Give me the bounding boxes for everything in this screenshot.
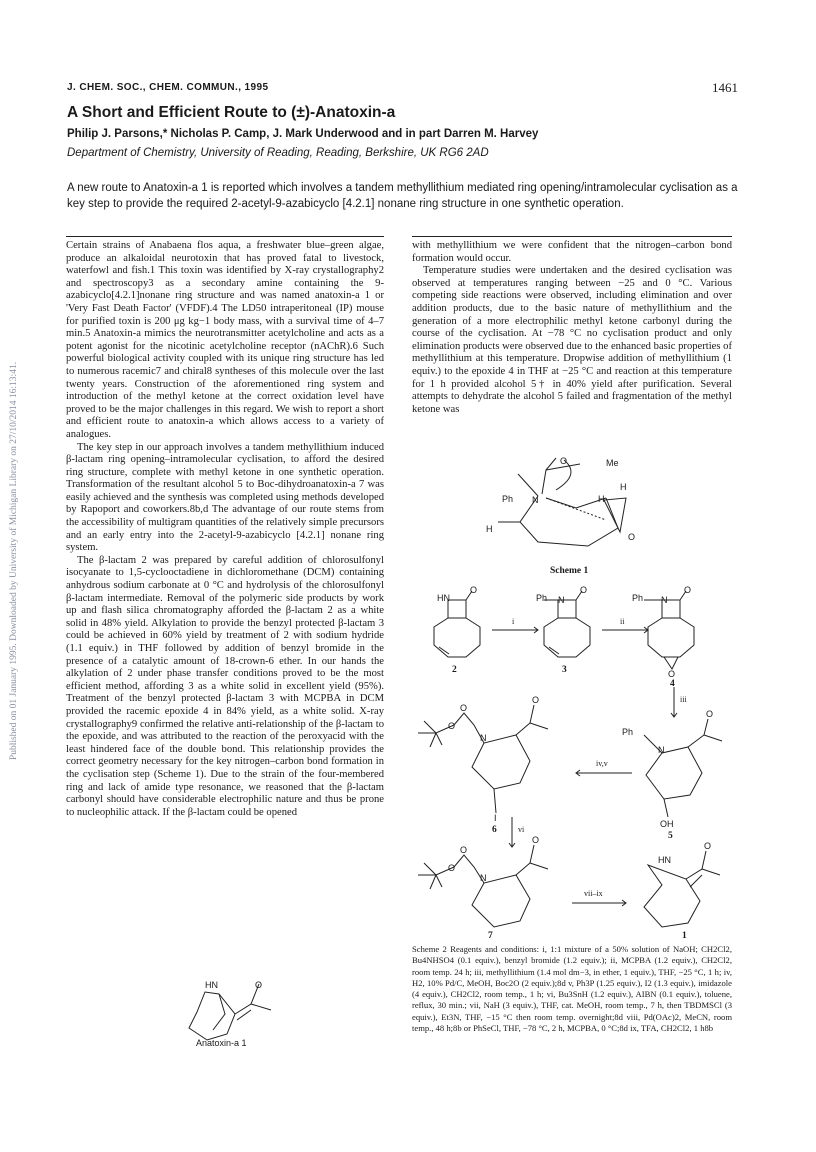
c5-number: 5 — [668, 831, 673, 841]
c5-ph: Ph — [622, 727, 634, 737]
body-paragraph: Temperature studies were undertaken and the desired cyclisation was observed at temperatures ranging between −25 and 0 °C. Various competing side reactions were observed, including elimination and over addition products, due to the basic nature of methyllithium and the generation of a more electrophilic methyl ketone carbonyl during the course of the cyclisation. At −78 °C no cyclisation product and only elimination products were observed due to the enhanced basic properties of methyllithium at this temperature. Dropwise addition of methyllithium (1 equiv.) to the epoxide 4 in THF at −25 °C and reaction at this temperature for 1 h provided alcohol 5† in 40% yield after purification. Several attempts to dehydrate the alcohol 5 failed and fragmentation of the methyl ketone was — [412, 265, 732, 415]
scheme1-ph-label: Ph — [502, 494, 514, 504]
right-column — [412, 240, 732, 416]
c7-n: N — [480, 873, 487, 883]
page-number: 1461 — [712, 80, 738, 95]
c1-o: O — [704, 841, 712, 851]
scheme1-h-left-label: H — [486, 524, 493, 534]
c7-number: 7 — [488, 931, 493, 941]
c2-o: O — [470, 585, 478, 595]
body-paragraph: Certain strains of Anabaena flos aqua, a freshwater blue–green algae, produce an alkaloidal neurotoxin that has proved fatal to livestock, waterfowl and fish.1 This toxin was identified by X-ray crystallography2 and spectroscopy3 as a secondary amine containing the 9-azabicyclo[4.2.1]nonane ring structure and was named anatoxin-a 1 or 'Very Fast Death Factor' (VFDF).4 The LD50 intraperitoneal (IP) mouse for purified toxin is 200 μg kg−1 body mass, with a survival time of 4–7 min.5 Anatoxin-a mimics the neurotransmitter acetylcholine and acts as a potent agonist for the nicotinic acetylcholine receptor (nAChR).6 Such powerful biological activity coupled with its unique ring structure has led to numerous racemic7 and chiral8 syntheses of this molecule over the last twenty years. Construction of the aforementioned ring system and introduction of the methyl ketone at the correct oxidation level have proved to be the major challenges in this regard. We wish to report a short and efficient route to anatoxin-a which allows access to a variety of analogues. — [66, 240, 384, 440]
c6-n: N — [480, 733, 487, 743]
body-paragraph: The β-lactam 2 was prepared by careful addition of chlorosulfonyl isocyanate to 1,5-cyclooctadiene in dichloromethane (DCM) containing anhydrous sodium carbonate at 0 °C and hydrolysis of the chlorosulfonyl β-lactam intermediate. Removal of the polymeric side products by work up and flash silica chromatography afforded the β-lactam 2 as a white solid in 48% yield. Alkylation to provide the benzyl protected β-lactam 3 could be achieved in 60% yield by treatment of 2 with sodium hydride (1.1 equiv.) in THF followed by addition of benzyl bromide in the presence of a catalytic amount of 18-crown-6 ether. In our hands the alkylation of 2 under phase transfer conditions proved to be the most efficient method, affording 3 as a white solid in excellent yield (95%). Treatment of the benzyl protected β-lactam 3 with MCPBA in DCM provided the racemic epoxide 4 in 84% yield, as a white solid. X-ray crystallography9 confirmed the relative anti-relationship of the β-lactam to the epoxide, and was attributed to the reaction of the peroxyacid with the least hindered face of the double bond. This relationship provides the correct geometry necessary for the key nitrogen–carbon bond formation in the cyclisation step (Scheme 1). Due to the strain of the four-membered ring and lack of amide type resonance, we reasoned that the β-lactam carbonyl should have considerable electrophilic nature and thus be prone to nucleophilic attack. If the β-lactam could be opened — [66, 554, 384, 818]
c7-o1: O — [460, 845, 468, 855]
c1-hn: HN — [658, 855, 671, 865]
c5-o: O — [706, 709, 714, 719]
journal-header: J. CHEM. SOC., CHEM. COMMUN., 1995 — [67, 82, 269, 93]
step-iii: iii — [680, 695, 687, 704]
article-title: A Short and Efficient Route to (±)-Anatoxin-a — [67, 104, 396, 121]
body-paragraph: with methyllithium we were confident that the nitrogen–carbon bond formation would occur. — [412, 240, 732, 264]
right-column-rule — [412, 236, 732, 237]
c2-hn: HN — [437, 593, 450, 603]
c3-o: O — [580, 585, 588, 595]
c6-o1: O — [460, 703, 468, 713]
scheme1-caption: Scheme 1 — [550, 566, 589, 576]
article-authors: Philip J. Parsons,* Nicholas P. Camp, J. Mark Underwood and in part Darren M. Harvey — [67, 128, 539, 140]
c4-n: N — [661, 595, 668, 605]
scheme2-drawing — [412, 585, 732, 945]
step-vii-ix: vii–ix — [584, 889, 603, 898]
c5-oh: OH — [660, 819, 674, 829]
body-paragraph: The key step in our approach involves a tandem methyllithium induced β-lactam ring opening–intramolecular cyclisation, to afford the desired ring structure, complete with methyl ketone in one synthetic operation. Transformation of the resultant alcohol 5 to Boc-dihydroanatoxin-a 7 was easily achieved and the synthesis was completed using methods developed by Rapoport and coworkers.8b,d The advantage of our route stems from the accessibility of multigram quantities of the relatively simple precursors and an early entry into the 2-acetyl-9-azabicyclo [4.2.1] nonane ring system. — [66, 441, 384, 554]
step-i: i — [512, 617, 515, 626]
anatoxin-hn-label: HN — [205, 980, 218, 990]
c4-number: 4 — [670, 679, 675, 689]
c4-ph: Ph — [632, 593, 644, 603]
step-ii: ii — [620, 617, 625, 626]
scheme1-drawing — [480, 450, 680, 565]
c6-o3: O — [532, 695, 540, 705]
article-affiliation: Department of Chemistry, University of Reading, Reading, Berkshire, UK RG6 2AD — [67, 147, 489, 159]
c7-o2: O — [448, 863, 456, 873]
scheme1-structure — [480, 450, 680, 565]
left-column-rule — [66, 236, 384, 237]
article-abstract: A new route to Anatoxin-a 1 is reported which involves a tandem methyllithium mediated ring opening/intramolecular cyclisation as a key step to provide the required 2-acetyl-9-azabicyclo [4.2.1] nonane ring structure in one synthetic operation. — [67, 182, 738, 210]
scheme2-caption: Scheme 2 Reagents and conditions: i, 1:1 mixture of a 50% solution of NaOH; CH2Cl2, Bu4NHSO4 (0.1 equiv.), benzyl bromide (1.2 equiv.); ii, MCPBA (1.2 equiv.), CH2Cl2, room temp. 24 h; iii, methyllithium (1.4 mol dm−3, in ether, 1 equiv.), THF, −25 °C, 1 h; iv, H2, 10% Pd/C, MeOH, Boc2O (2 equiv.);8d v, Ph3P (1.25 equiv.), I2 (1.3 equiv.), imidazole (4 equiv.), CH2Cl2, room temp., 1 h; vi, Bu3SnH (1.2 equiv.), AIBN (0.1 equiv.), toluene, reflux, 30 min.; vii, NaH (3 equiv.), THF, cat. MeOH, room temp., 7 h, then TBDMSCl (3 equiv.), Et3N, THF, −15 °C then room temp. overnight;8d viii, Pd(OAc)2, MeCN, room temp., 48 h;8b or PhSeCl, THF, −78 °C, 2 h, MCPBA, 0 °C;8d ix, TFA, CH2Cl2, 1 h8b — [412, 944, 732, 1034]
anatoxin-o-label: O — [255, 980, 263, 990]
anatoxin-caption: Anatoxin-a 1 — [196, 1038, 247, 1048]
scheme1-h-right-label: H — [620, 482, 627, 492]
step-iv-v: iv,v — [596, 759, 608, 768]
c6-iodo: I — [494, 813, 497, 823]
c6-number: 6 — [492, 825, 497, 835]
scheme1-o-label: O — [560, 456, 568, 466]
scheme1-h-mid-label: H — [598, 494, 605, 504]
c4-o: O — [684, 585, 692, 595]
scheme1-n-label: N — [532, 495, 539, 505]
c1-number: 1 — [682, 931, 687, 941]
c5-n: N — [658, 745, 665, 755]
c3-number: 3 — [562, 665, 567, 675]
scheme1-me-label: Me — [606, 458, 619, 468]
step-vi: vi — [518, 825, 525, 834]
c4-epoxide-o: O — [668, 669, 676, 679]
left-column — [66, 240, 384, 819]
scheme1-o-epox-label: O — [628, 532, 636, 542]
c6-o2: O — [448, 721, 456, 731]
download-stamp: Published on 01 January 1995. Downloaded by University of Michigan Library on 27/10/2014 16:13:41. — [9, 361, 19, 761]
c3-n: N — [558, 595, 565, 605]
c7-o3: O — [532, 835, 540, 845]
c3-ph: Ph — [536, 593, 548, 603]
c2-number: 2 — [452, 665, 457, 675]
scheme2-structures — [412, 585, 732, 945]
